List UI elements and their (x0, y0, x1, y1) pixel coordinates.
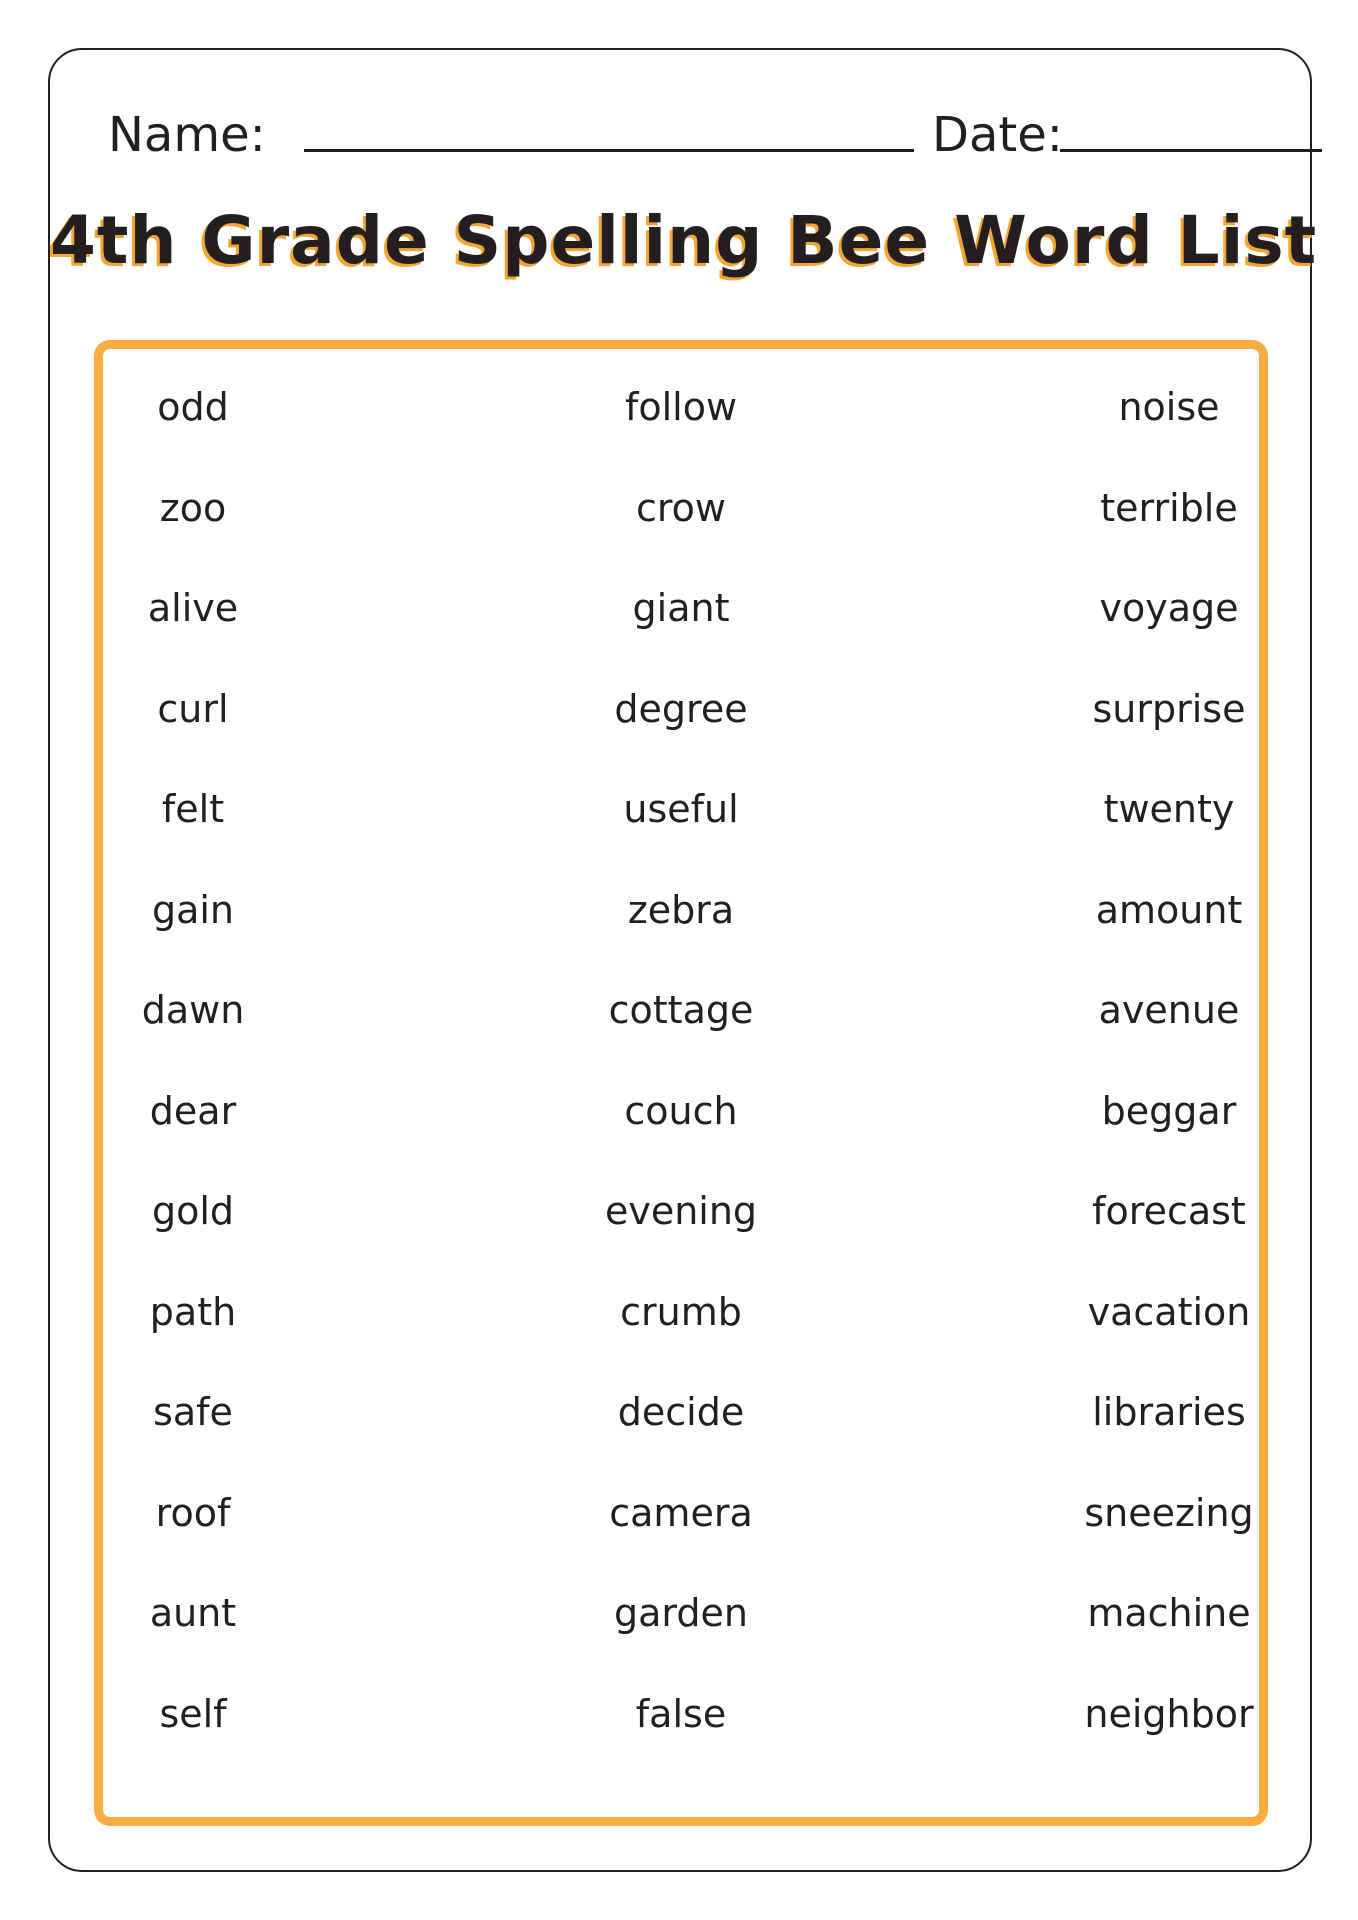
spelling-word: noise (1118, 385, 1220, 429)
date-label: Date: (932, 107, 1063, 163)
word-column-1 (103, 377, 283, 1784)
spelling-word: couch (624, 1088, 738, 1133)
spelling-word: degree (614, 686, 748, 731)
spelling-word: sneezing (1084, 1490, 1254, 1535)
spelling-word: vacation (1087, 1289, 1251, 1334)
spelling-word: false (635, 1691, 727, 1736)
spelling-word: crow (635, 485, 726, 530)
spelling-word: curl (157, 686, 229, 731)
spelling-word: evening (604, 1189, 758, 1233)
spelling-word: aunt (149, 1591, 237, 1635)
spelling-word: forecast (1092, 1189, 1246, 1233)
spelling-word: useful (623, 787, 739, 831)
spelling-word: surprise (1092, 686, 1246, 731)
spelling-word: machine (1087, 1591, 1251, 1635)
spelling-word: odd (157, 385, 229, 429)
word-list-box (94, 340, 1268, 1826)
spelling-word: alive (147, 586, 239, 630)
word-column-3 (1079, 377, 1259, 1784)
spelling-word: amount (1095, 887, 1243, 932)
spelling-word: gain (151, 887, 235, 932)
word-grid (103, 377, 1259, 1784)
date-field[interactable] (1060, 149, 1322, 152)
spelling-word: gold (151, 1189, 235, 1233)
spelling-word: self (159, 1691, 227, 1736)
name-field[interactable] (304, 149, 914, 152)
spelling-word: camera (609, 1490, 753, 1535)
spelling-word: safe (153, 1390, 233, 1434)
word-column-2 (321, 377, 1041, 1784)
spelling-word: neighbor (1084, 1691, 1254, 1736)
spelling-word: beggar (1101, 1088, 1237, 1133)
spelling-word: zoo (159, 485, 227, 530)
page-title: 4th Grade Spelling Bee Word List (50, 202, 1318, 279)
spelling-word: giant (632, 586, 730, 630)
spelling-word: garden (614, 1591, 748, 1635)
spelling-word: libraries (1092, 1390, 1246, 1434)
spelling-word: follow (624, 385, 738, 429)
name-label: Name: (108, 107, 266, 163)
spelling-word: cottage (608, 988, 754, 1032)
spelling-word: voyage (1099, 586, 1239, 630)
spelling-word: crumb (620, 1289, 742, 1334)
spelling-word: decide (617, 1390, 745, 1434)
spelling-word: avenue (1098, 988, 1240, 1032)
spelling-word: felt (161, 787, 225, 831)
spelling-word: path (149, 1289, 237, 1334)
worksheet (48, 48, 1318, 1872)
spelling-word: twenty (1103, 787, 1235, 831)
spelling-word: roof (155, 1490, 231, 1535)
spelling-word: dear (149, 1088, 237, 1133)
spelling-word: terrible (1100, 485, 1238, 530)
spelling-word: zebra (627, 887, 735, 932)
header-row (108, 105, 1258, 165)
spelling-word: dawn (141, 988, 245, 1032)
